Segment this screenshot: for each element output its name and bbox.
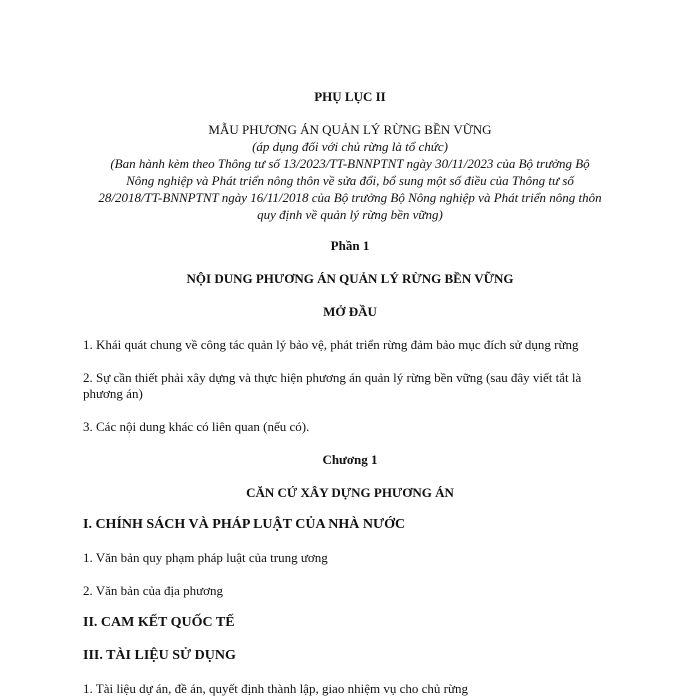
intro-item-1: 1. Khái quát chung về công tác quản lý bảo vệ, phát triển rừng đảm bảo mục đích sử dụng rừng: [83, 337, 579, 352]
chapter-label: Chương 1: [322, 452, 378, 467]
section-3-title: III. TÀI LIỆU SỬ DỤNG: [83, 648, 236, 663]
intro-title: MỞ ĐẦU: [323, 304, 377, 319]
appendix-label: PHỤ LỤC II: [314, 89, 386, 104]
section-2-title: II. CAM KẾT QUỐC TẾ: [83, 615, 235, 630]
applicability-note: (áp dụng đối với chủ rừng là tổ chức): [252, 139, 448, 154]
section-1-title: I. CHÍNH SÁCH VÀ PHÁP LUẬT CỦA NHÀ NƯỚC: [83, 517, 406, 532]
chapter-title: CĂN CỨ XÂY DỰNG PHƯƠNG ÁN: [246, 485, 454, 500]
issuance-line-3: 28/2018/TT-BNNPTNT ngày 16/11/2018 của Bộ trưởng Bộ Nông nghiệp và Phát triển nông thôn: [98, 190, 602, 205]
part-label: Phần 1: [330, 238, 370, 253]
section-1-item-2: 2. Văn bản của địa phương: [83, 583, 224, 598]
section-3-item-1: 1. Tài liệu dự án, đề án, quyết định thành lập, giao nhiệm vụ cho chủ rừng: [83, 681, 468, 696]
issuance-line-1: (Ban hành kèm theo Thông tư số 13/2023/TT-BNNPTNT ngày 30/11/2023 của Bộ trưởng Bộ: [110, 156, 590, 171]
intro-item-2: 2. Sự cần thiết phải xây dựng và thực hiện phương án quản lý rừng bền vững (sau đây viết tắt là: [83, 370, 582, 385]
issuance-line-2: Nông nghiệp và Phát triển nông thôn về sửa đổi, bổ sung một số điều của Thông tư số: [126, 173, 574, 188]
form-title: MẪU PHƯƠNG ÁN QUẢN LÝ RỪNG BỀN VỮNG: [208, 122, 492, 137]
intro-item-2-continued: phương án): [83, 386, 143, 401]
issuance-line-4: quy định về quản lý rừng bền vững): [257, 207, 443, 222]
intro-item-3: 3. Các nội dung khác có liên quan (nếu có).: [83, 419, 310, 434]
part-title: NỘI DUNG PHƯƠNG ÁN QUẢN LÝ RỪNG BỀN VỮNG: [186, 271, 514, 286]
section-1-item-1: 1. Văn bản quy phạm pháp luật của trung ương: [83, 550, 328, 565]
